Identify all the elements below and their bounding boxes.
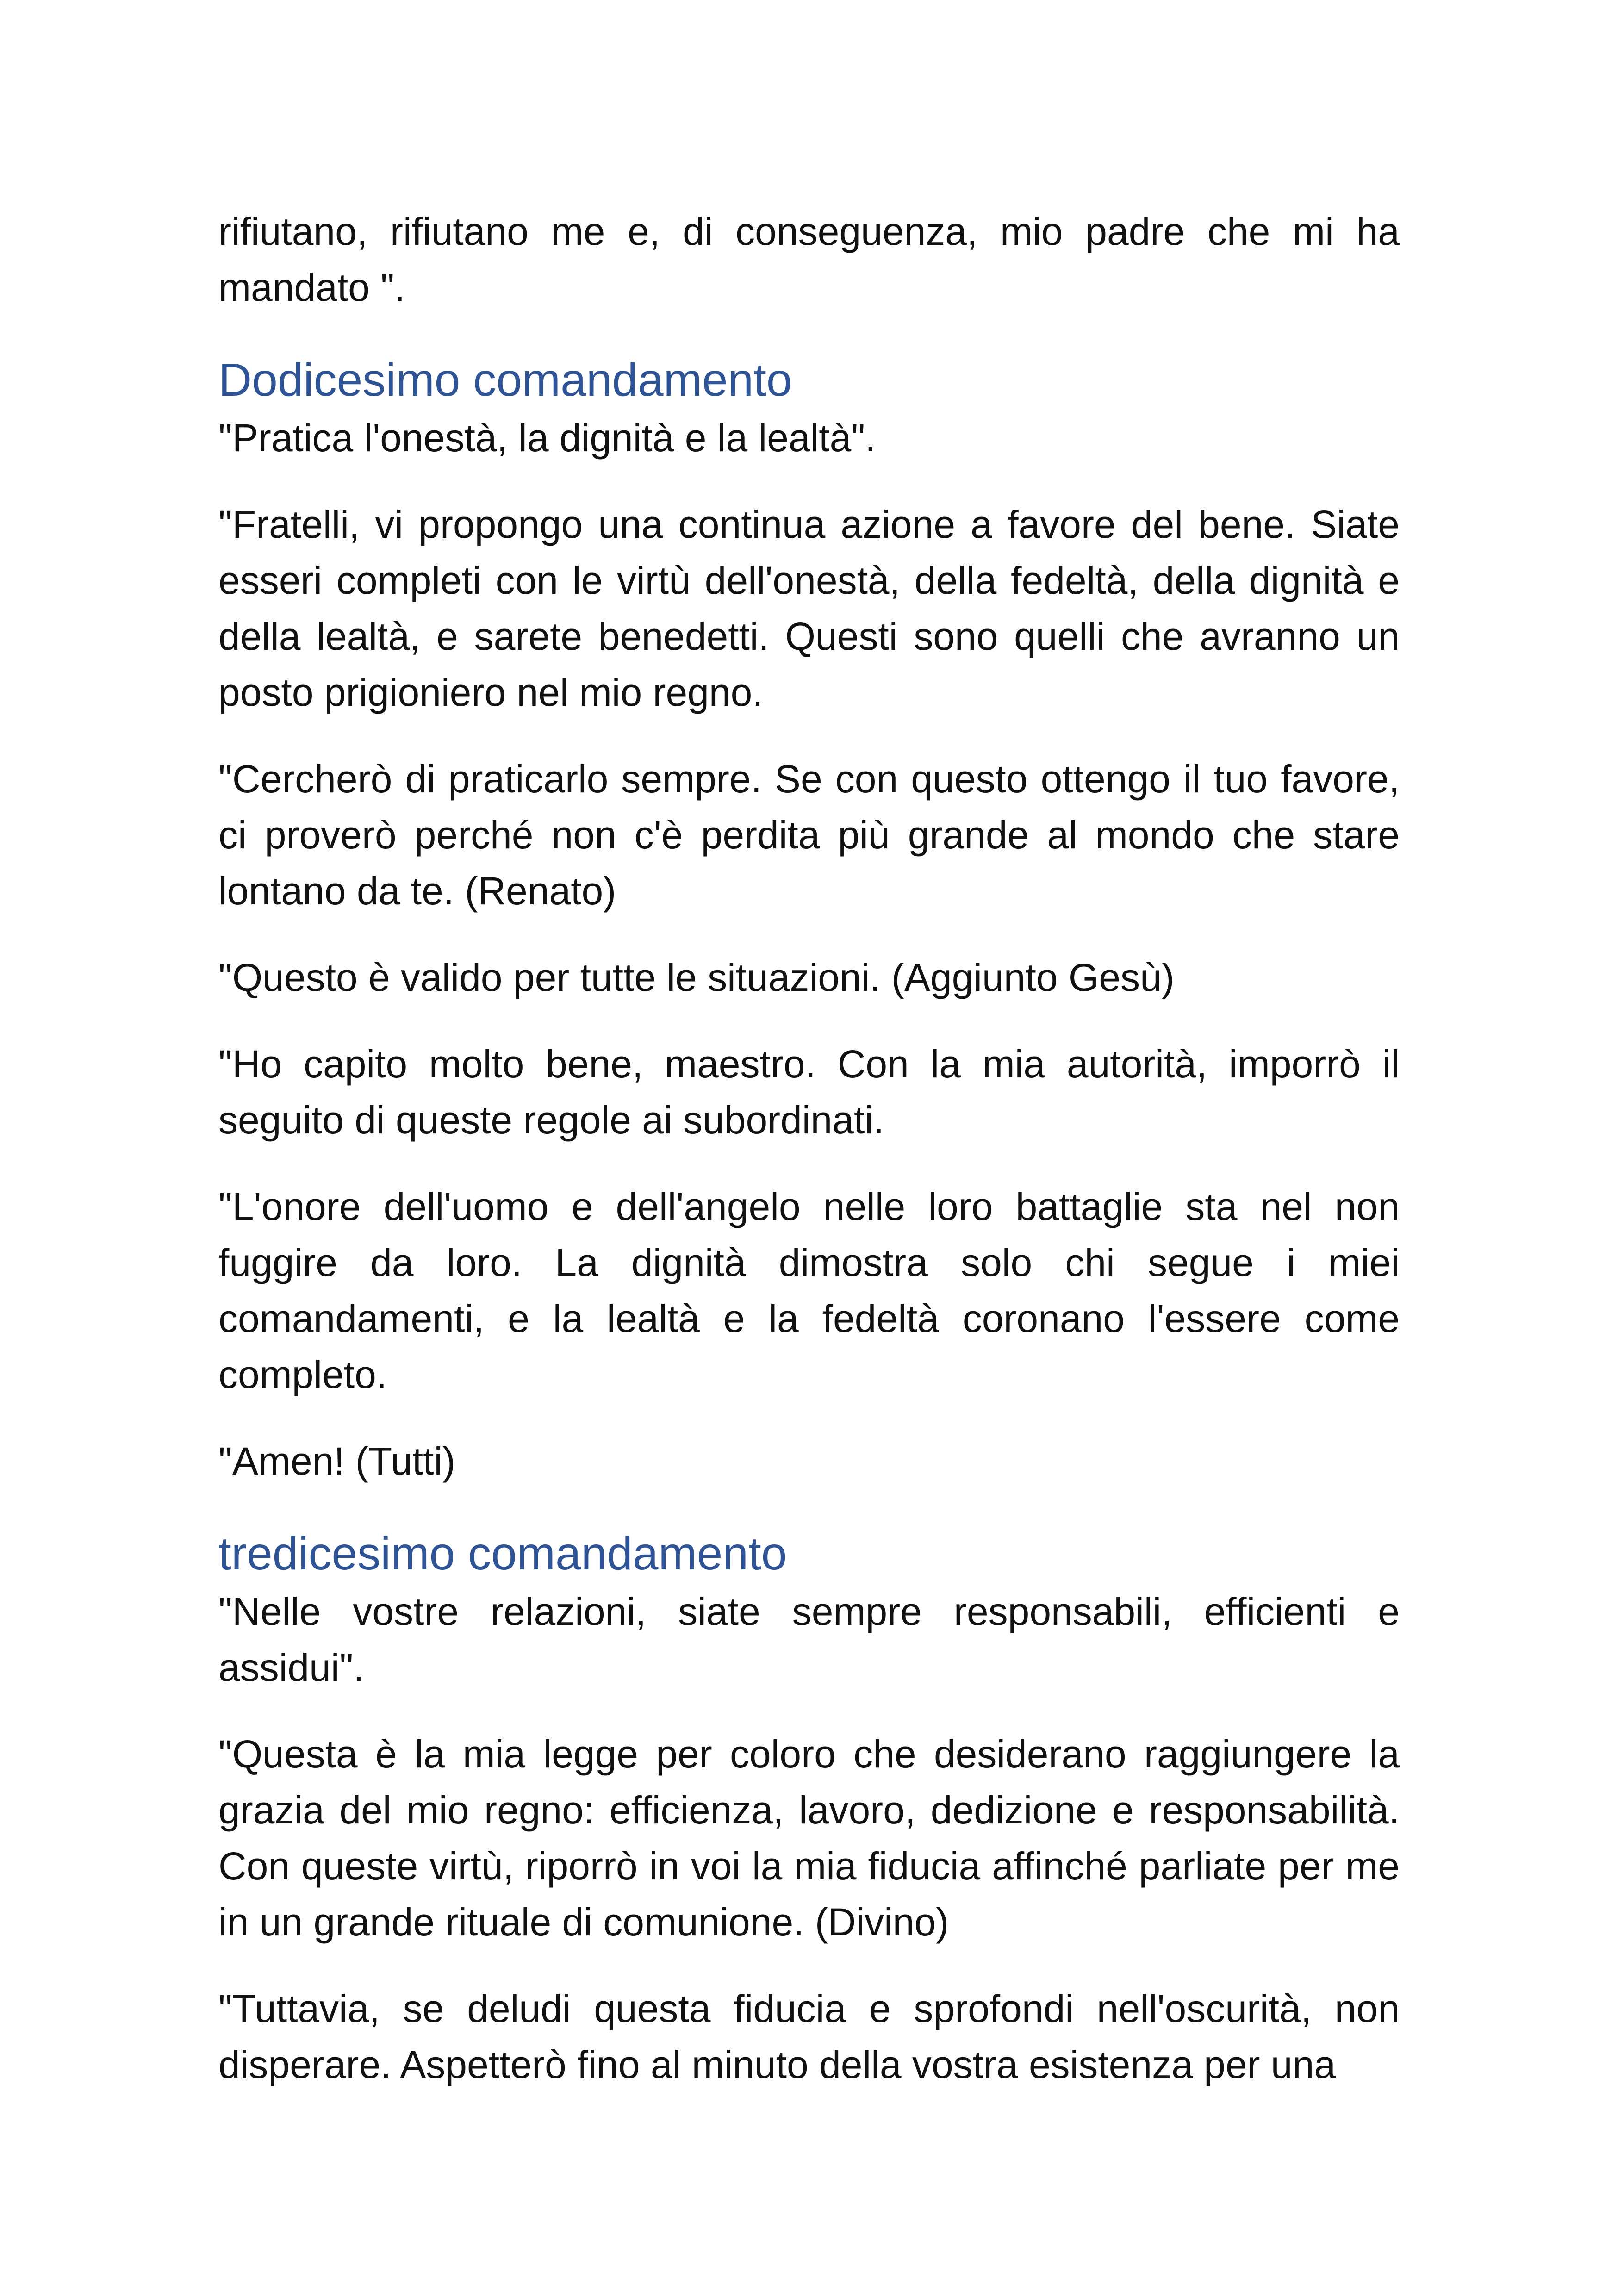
paragraph-commandment-13: "Nelle vostre relazioni, siate sempre responsabili, efficienti e assidui". <box>218 1590 1400 1689</box>
paragraph: "L'onore dell'uomo e dell'angelo nelle loro battaglie sta nel non fuggire da loro. La dignità dimostra solo chi segue i miei comandamenti, e la lealtà e la fedeltà coronano l'essere come completo. <box>218 1185 1400 1396</box>
paragraph: "Amen! (Tutti) <box>218 1439 456 1483</box>
paragraph: "Ho capito molto bene, maestro. Con la mia autorità, imporrò il seguito di queste regole ai subordinati. <box>218 1042 1400 1142</box>
paragraph-commandment-12: "Pratica l'onestà, la dignità e la lealtà". <box>218 416 876 460</box>
document-page <box>218 204 1400 2123</box>
heading-tredicesimo: tredicesimo comandamento <box>218 1528 787 1580</box>
paragraph: "Questa è la mia legge per coloro che desiderano raggiungere la grazia del mio regno: efficienza, lavoro, dedizione e responsabilità. Con queste virtù, riporrò in voi la mia fiducia affinché parliate per me in un grande rituale di comunione. (Divino) <box>218 1732 1400 1944</box>
paragraph-continuation: rifiutano, rifiutano me e, di conseguenza, mio padre che mi ha mandato ". <box>218 210 1400 309</box>
heading-dodicesimo: Dodicesimo comandamento <box>218 354 792 406</box>
paragraph: "Questo è valido per tutte le situazioni. (Aggiunto Gesù) <box>218 956 1175 999</box>
paragraph: "Fratelli, vi propongo una continua azione a favore del bene. Siate esseri completi con le virtù dell'onestà, della fedeltà, della dignità e della lealtà, e sarete benedetti. Questi sono quelli che avranno un posto prigioniero nel mio regno. <box>218 503 1400 714</box>
paragraph: "Cercherò di praticarlo sempre. Se con questo ottengo il tuo favore, ci proverò perché non c'è perdita più grande al mondo che stare lontano da te. (Renato) <box>218 757 1400 913</box>
paragraph-truncated: "Tuttavia, se deludi questa fiducia e sprofondi nell'oscurità, non disperare. Aspetterò fino al minuto della vostra esistenza per una <box>218 1987 1400 2086</box>
